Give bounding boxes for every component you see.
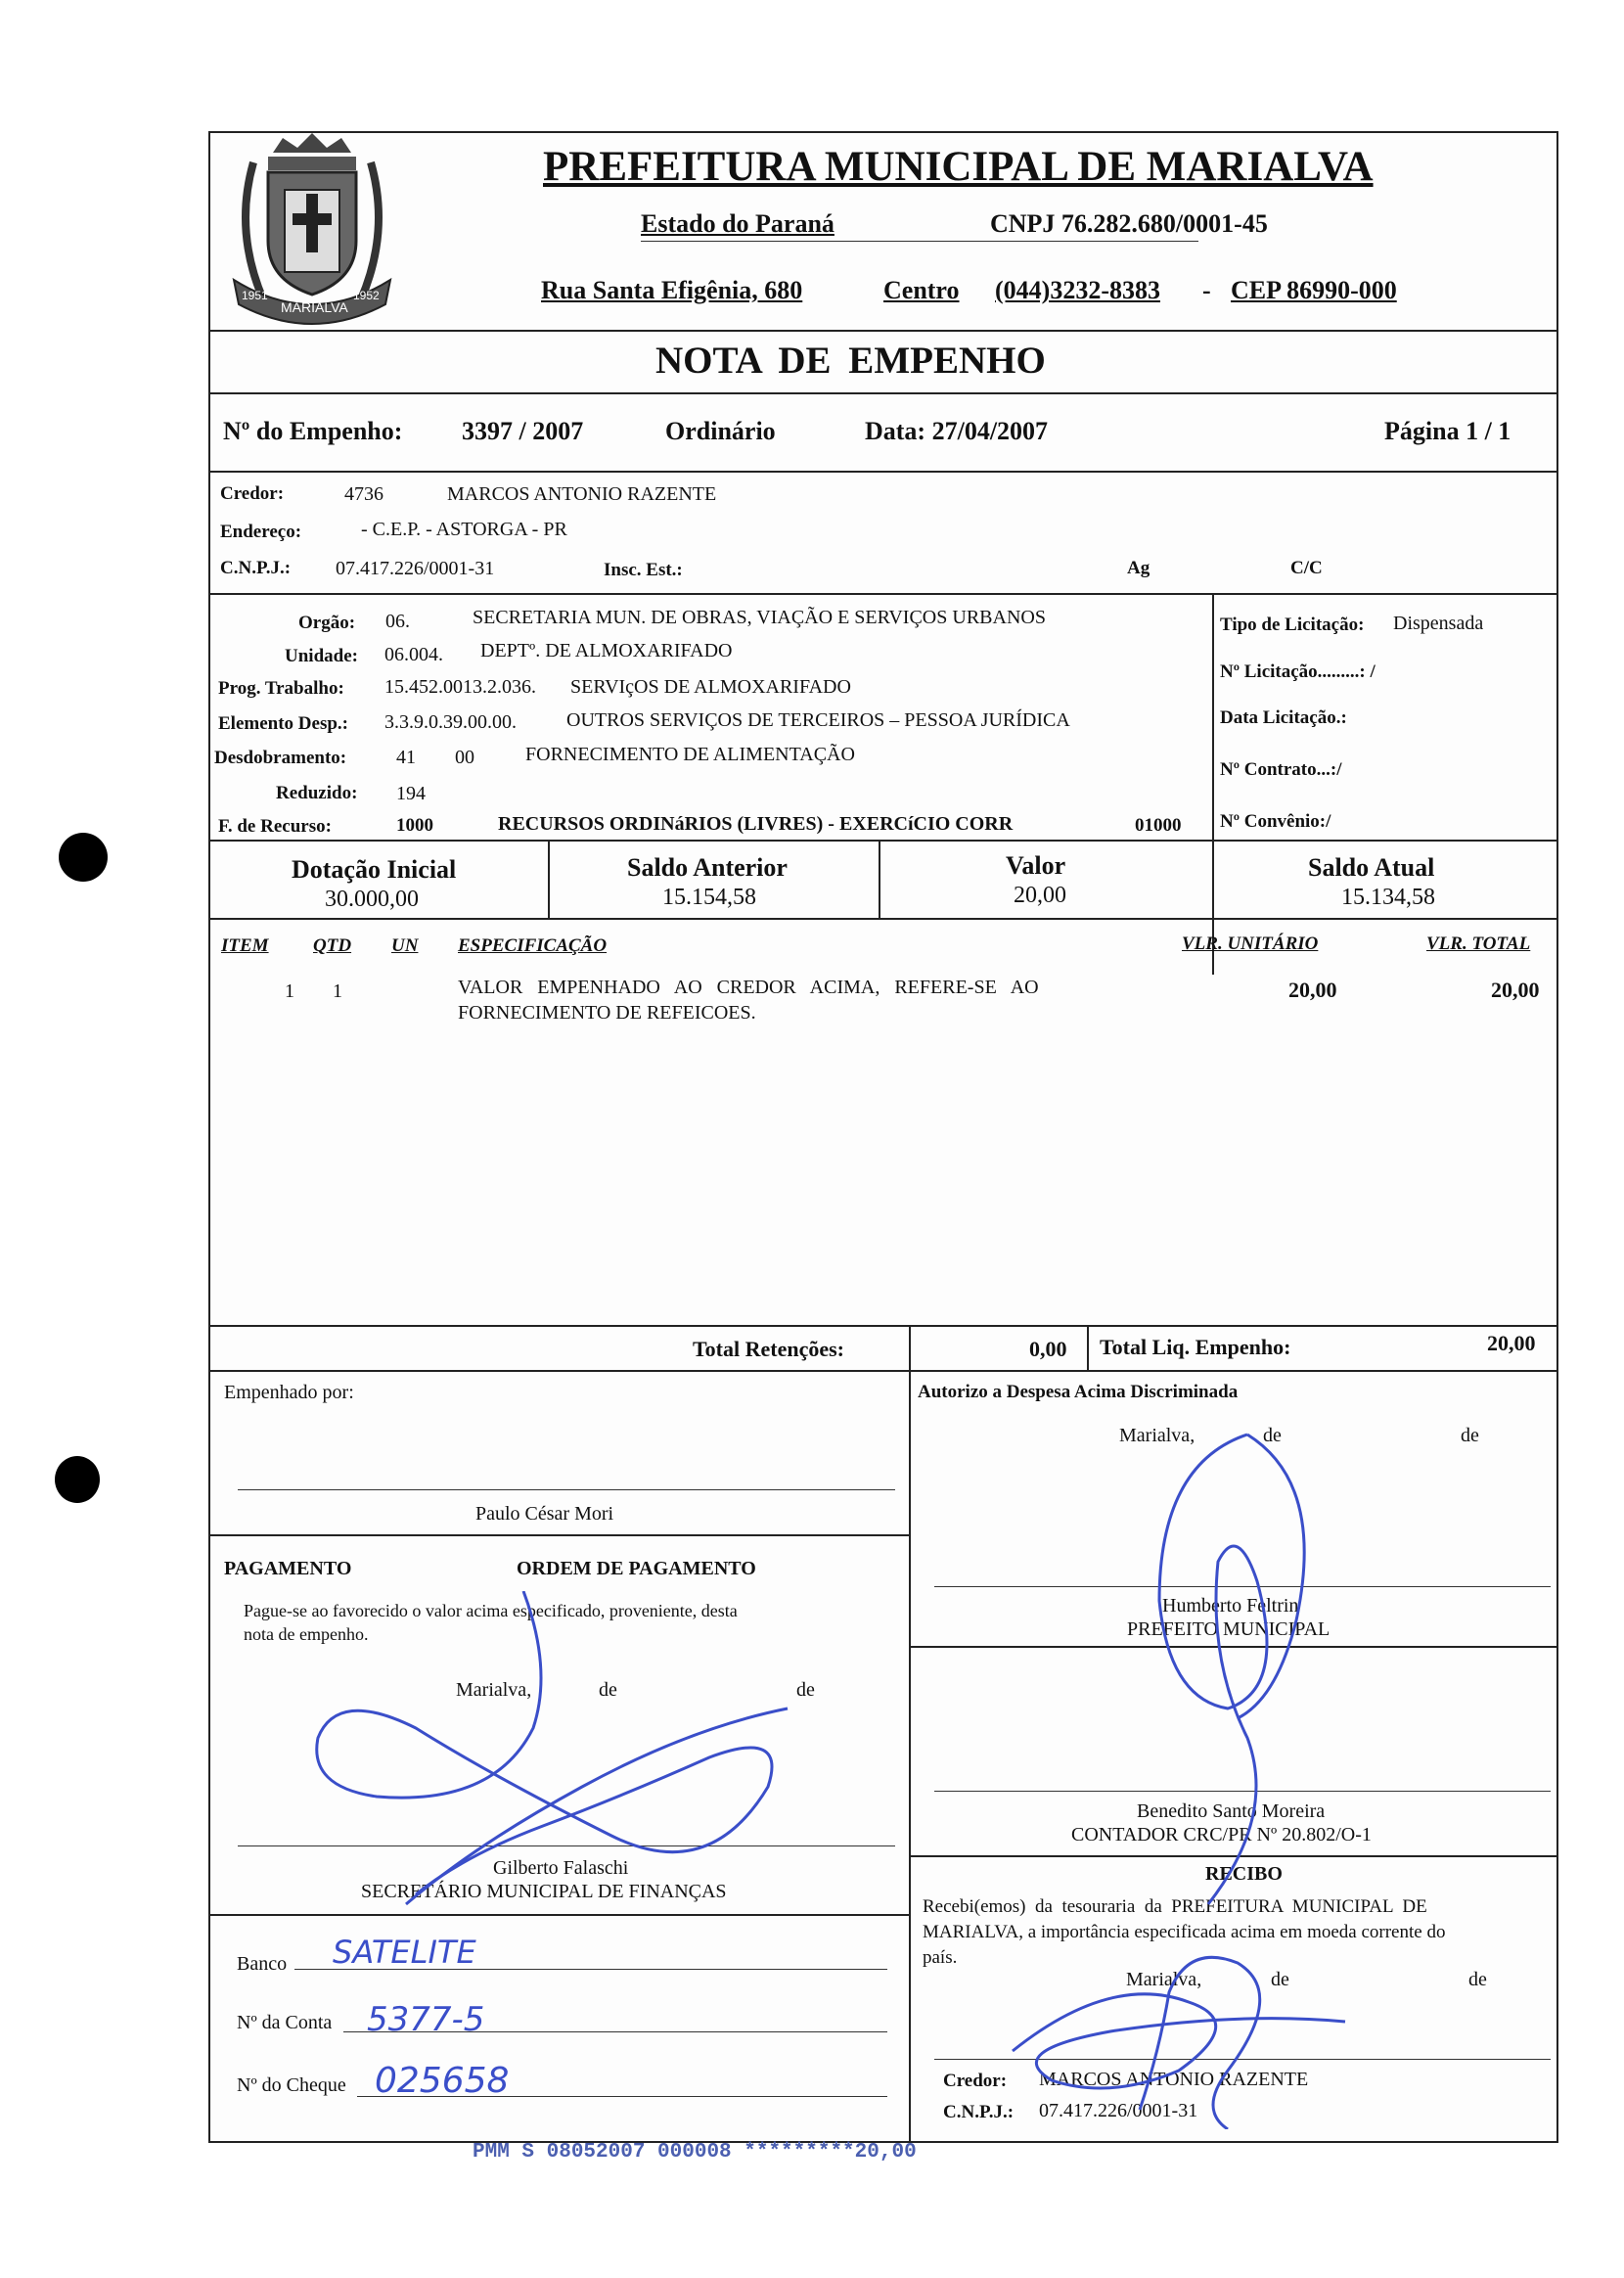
banco-line	[294, 1969, 887, 1970]
pagamento-de2: de	[796, 1679, 815, 1701]
recibo-text-line3: país.	[923, 1947, 958, 1968]
prog-code: 15.452.0013.2.036.	[384, 676, 536, 698]
credor-code: 4736	[344, 483, 383, 505]
col-qtd: QTD	[313, 935, 352, 956]
pagamento-role: SECRETÁRIO MUNICIPAL DE FINANÇAS	[361, 1881, 727, 1902]
credor-address-label: Endereço:	[220, 522, 302, 542]
row-spec-line2: FORNECIMENTO DE REFEICOES.	[458, 1002, 756, 1024]
orgao-name: SECRETARIA MUN. DE OBRAS, VIAÇÃO E SERVIÇOS URBANOS	[473, 607, 1046, 628]
pagamento-de1: de	[599, 1679, 617, 1701]
desdobramento-name: FORNECIMENTO DE ALIMENTAÇÃO	[525, 744, 855, 765]
reduzido-label: Reduzido:	[276, 783, 358, 803]
credor-label: Credor:	[220, 483, 285, 504]
secretario-signature-icon	[298, 1591, 807, 1914]
dotacao-value: 30.000,00	[325, 887, 419, 912]
conta-value: 5377-5	[367, 2000, 485, 2039]
recibo-credor-label: Credor:	[943, 2071, 1008, 2091]
saldo-atual-value: 15.134,58	[1341, 885, 1435, 910]
desdobramento-label: Desdobramento:	[214, 748, 347, 768]
autorizo-signer: Humberto Feltrin	[1162, 1595, 1299, 1617]
recibo-place: Marialva,	[1126, 1969, 1202, 1990]
pagamento-place: Marialva,	[456, 1679, 532, 1701]
conta-label: Nº da Conta	[237, 2012, 333, 2033]
licitacao-contrato: Nº Contrato...:/	[1220, 759, 1342, 780]
header-cep: CEP 86990-000	[1231, 276, 1397, 304]
prefeito-signature-icon	[1150, 1405, 1345, 1914]
col-item: ITEM	[221, 935, 269, 956]
recibo-cnpj: 07.417.226/0001-31	[1039, 2100, 1198, 2121]
contador-role: CONTADOR CRC/PR Nº 20.802/O-1	[1071, 1824, 1372, 1845]
banco-value: SATELITE	[333, 1934, 476, 1971]
credor-cnpj-label: C.N.P.J.:	[220, 558, 292, 578]
autorizo-de1: de	[1263, 1425, 1282, 1446]
desdobramento-code: 41	[396, 747, 416, 768]
licitacao-tipo: Dispensada	[1393, 613, 1484, 634]
unidade-label: Unidade:	[285, 646, 358, 666]
recibo-de2: de	[1468, 1969, 1487, 1990]
empenho-type: Ordinário	[665, 417, 776, 445]
header-cnpj: CNPJ 76.282.680/0001-45	[990, 209, 1268, 238]
orgao-code: 06.	[385, 611, 410, 632]
doc-title: NOTA DE EMPENHO	[655, 340, 1046, 382]
licitacao-tipo-label: Tipo de Licitação:	[1220, 615, 1365, 635]
bank-validation-stamp: PMM S 08052007 000008 *********20,00	[473, 2141, 917, 2164]
punch-hole-bottom	[55, 1456, 100, 1503]
credor-cc-label: C/C	[1290, 558, 1323, 578]
empenhado-label: Empenhado por:	[224, 1382, 354, 1403]
pagamento-text-line1: Pague-se ao favorecido o valor acima especificado, proveniente, desta	[244, 1601, 738, 1620]
col-vlr-total: VLR. TOTAL	[1426, 934, 1531, 954]
municipal-seal-icon	[214, 133, 410, 329]
recibo-cnpj-label: C.N.P.J.:	[943, 2102, 1015, 2122]
pagamento-text-line2: nota de empenho.	[244, 1624, 369, 1644]
empenho-page: Página 1 / 1	[1384, 417, 1511, 445]
empenhado-signer: Paulo César Mori	[475, 1503, 614, 1525]
header-address: Rua Santa Efigênia, 680	[541, 276, 803, 304]
recurso-code: 1000	[396, 815, 433, 836]
valor-value: 20,00	[1014, 883, 1066, 908]
cheque-value: 025658	[375, 2061, 510, 2101]
credor-address: - C.E.P. - ASTORGA - PR	[361, 519, 567, 540]
saldo-atual-label: Saldo Atual	[1308, 853, 1435, 882]
cheque-line	[357, 2096, 887, 2097]
row-unit-value: 20,00	[1288, 978, 1337, 1002]
header-title: PREFEITURA MUNICIPAL DE MARIALVA	[543, 144, 1374, 190]
empenho-form	[208, 131, 1558, 2143]
banco-label: Banco	[237, 1953, 288, 1975]
retencoes-value: 0,00	[1029, 1337, 1067, 1361]
saldo-anterior-label: Saldo Anterior	[627, 853, 788, 882]
retencoes-label: Total Retenções:	[693, 1337, 844, 1361]
empenho-date: Data: 27/04/2007	[865, 417, 1049, 445]
unidade-name: DEPTº. DE ALMOXARIFADO	[480, 640, 733, 661]
empenho-number: 3397 / 2007	[462, 417, 584, 445]
contador-signer: Benedito Santo Moreira	[1137, 1800, 1326, 1822]
prog-name: SERVIçOS DE ALMOXARIFADO	[570, 676, 851, 698]
ordem-pagamento-label: ORDEM DE PAGAMENTO	[517, 1558, 756, 1579]
header-state: Estado do Paraná	[641, 209, 835, 238]
header-phone: (044)3232-8383	[995, 276, 1160, 304]
autorizo-de2: de	[1461, 1425, 1479, 1446]
autorizo-role: PREFEITO MUNICIPAL	[1127, 1618, 1331, 1640]
orgao-label: Orgão:	[298, 613, 356, 633]
recurso-name: RECURSOS ORDINáRIOS (LIVRES) - EXERCíCIO CORR	[498, 813, 1014, 835]
reduzido-value: 194	[396, 783, 426, 804]
col-especificacao: ESPECIFICAÇÃO	[458, 935, 608, 956]
desdobramento-sub: 00	[455, 747, 474, 768]
empenhado-signature-line	[238, 1489, 895, 1490]
recibo-text-line2: MARIALVA, a importância especificada acima em moeda corrente do	[923, 1922, 1446, 1942]
recurso-label: F. de Recurso:	[218, 816, 332, 837]
conta-line	[343, 2031, 887, 2032]
elemento-name: OUTROS SERVIÇOS DE TERCEIROS – PESSOA JURÍDICA	[566, 709, 1070, 731]
col-vlr-unitario: VLR. UNITÁRIO	[1182, 934, 1319, 954]
header-state-underline	[641, 241, 1198, 242]
elemento-code: 3.3.9.0.39.00.00.	[384, 711, 517, 733]
autorizo-label: Autorizo a Despesa Acima Discriminada	[918, 1382, 1239, 1402]
pagamento-signer: Gilberto Falaschi	[493, 1857, 629, 1879]
seal-left-year: 1951	[242, 289, 268, 302]
credor-name: MARCOS ANTONIO RAZENTE	[447, 483, 717, 505]
punch-hole-top	[59, 833, 108, 882]
dotacao-label: Dotação Inicial	[292, 855, 457, 884]
licitacao-numero: Nº Licitação.........: /	[1220, 661, 1376, 682]
recibo-de1: de	[1271, 1969, 1289, 1990]
liquido-label: Total Liq. Empenho:	[1100, 1335, 1291, 1359]
valor-label: Valor	[1006, 851, 1066, 880]
autorizo-place: Marialva,	[1119, 1425, 1195, 1446]
seal-right-year: 1952	[353, 289, 380, 302]
unidade-code: 06.004.	[384, 644, 443, 665]
credor-ag-label: Ag	[1127, 558, 1150, 578]
prog-label: Prog. Trabalho:	[218, 678, 344, 699]
recurso-number: 01000	[1135, 815, 1182, 836]
licitacao-data: Data Licitação.:	[1220, 707, 1347, 728]
row-spec-line1: VALOR EMPENHADO AO CREDOR ACIMA, REFERE-SE AO	[458, 977, 1039, 998]
recibo-credor: MARCOS ANTONIO RAZENTE	[1039, 2069, 1309, 2090]
credor-cnpj: 07.417.226/0001-31	[336, 558, 495, 579]
header-dash: -	[1202, 276, 1211, 304]
liquido-value: 20,00	[1487, 1331, 1536, 1355]
row-qtd: 1	[333, 980, 342, 1002]
elemento-label: Elemento Desp.:	[218, 713, 348, 734]
row-total-value: 20,00	[1491, 978, 1540, 1002]
licitacao-convenio: Nº Convênio:/	[1220, 811, 1331, 832]
col-un: UN	[391, 935, 419, 956]
empenho-label: Nº do Empenho:	[223, 417, 403, 445]
seal-banner-text: MARIALVA	[281, 299, 348, 315]
row-item: 1	[285, 980, 294, 1002]
pagamento-label: PAGAMENTO	[224, 1558, 352, 1579]
header-district: Centro	[883, 276, 960, 304]
credor-signature-icon	[993, 1934, 1365, 2129]
recibo-label: RECIBO	[1205, 1863, 1283, 1885]
credor-insc-label: Insc. Est.:	[604, 560, 683, 580]
cheque-label: Nº do Cheque	[237, 2074, 346, 2096]
recibo-text-line1: Recebi(emos) da tesouraria da PREFEITURA MUNICIPAL DE	[923, 1896, 1427, 1917]
saldo-anterior-value: 15.154,58	[662, 885, 756, 910]
